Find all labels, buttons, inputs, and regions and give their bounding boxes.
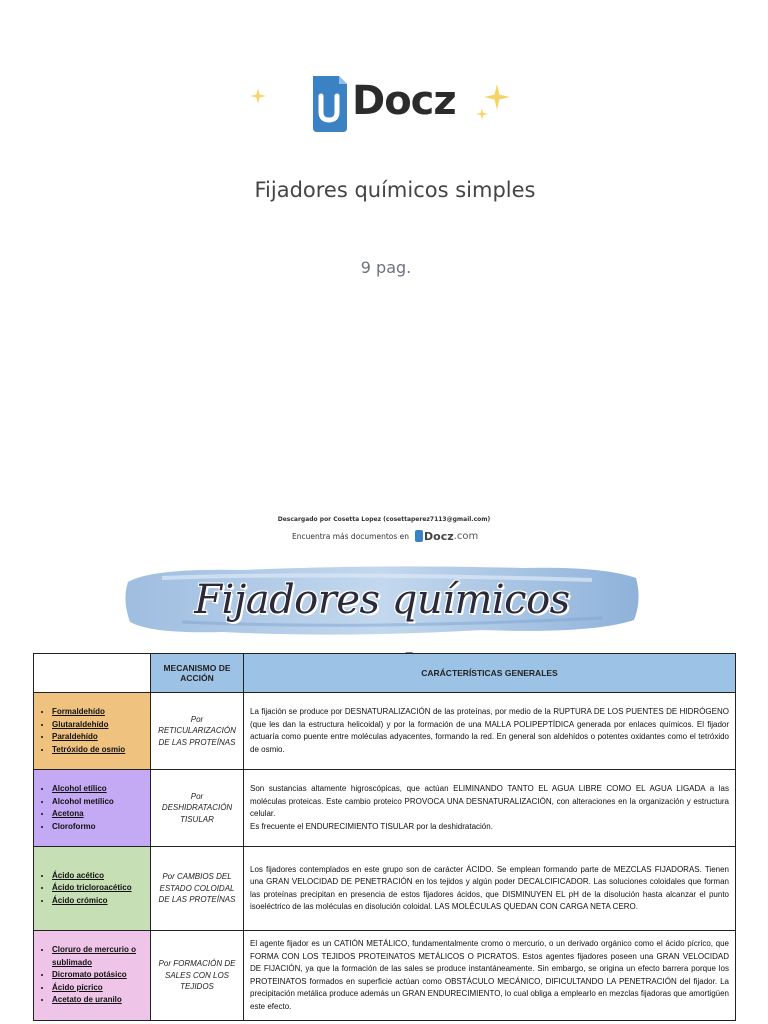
agent-item: • Alcohol metílico: [52, 796, 144, 809]
page-count: 9 pag.: [360, 258, 412, 277]
table-row: [34, 693, 736, 770]
agent-link[interactable]: • Acetona: [52, 808, 144, 821]
agent-link[interactable]: • Ácido pícrico: [52, 982, 144, 995]
agents-cell: [34, 693, 151, 770]
agent-link[interactable]: • Cloruro de mercurio o sublimado: [52, 944, 144, 969]
banner-title: Fijadores químicos: [194, 577, 570, 623]
site-tld: .com: [453, 530, 479, 542]
description-text: Es frecuente el ENDURECIMIENTO TISULAR por la deshidratación.: [250, 821, 493, 831]
fixatives-table: [33, 653, 736, 1021]
cover-page: [0, 0, 768, 500]
agent-link[interactable]: • Paraldehído: [52, 731, 144, 744]
document-title: Fijadores químicos simples: [254, 178, 536, 202]
download-credit: Descargado por Cosetta Lopez (cosettaperez7113@gmail.com): [277, 516, 491, 523]
mechanism-cell: Por CAMBIOS DEL ESTADO COLOIDAL DE LAS PROTEÍNAS: [151, 847, 244, 931]
description-cell: Los fijadores contemplados en este grupo son de carácter ÁCIDO. Se emplean formando parte de MEZCLAS FIJADORAS. Tienen una GRAN VELOCIDAD DE PENETRACIÓN en los tejidos y algún poder DECALCIFICADOR. Las soluciones coloidales que forman las proteínas precipitan en presencia de estos fijadores ácidos, que DISMINUYEN EL pH de la disolución hasta alcanzar el punto isoeléctrico de las moléculas en disolución coloidal. LAS MOLÉCULAS QUEDAN CON CARGA NETA CERO.: [244, 847, 736, 931]
agent-item: • Cloroformo: [52, 821, 144, 834]
agent-link[interactable]: • Glutaraldehído: [52, 719, 144, 732]
agents-cell: [34, 847, 151, 931]
header-mechanism: MECANISMO DE ACCIÓN: [151, 654, 244, 693]
description-cell: La fijación se produce por DESNATURALIZACIÓN de las proteínas, por medio de la RUPTURA DE LOS PUENTES DE HIDRÓGENO (que les dan la estructura helicoidal) y por la formación de una MALLA POLIPEPTÍDICA generada por enlaces químicos. El fijador actuaría como puente entre moléculas adyacentes, formando la red. En general son aldehídos o potentes oxidantes como el tetróxido de osmio.: [244, 693, 736, 770]
udocz-u-icon: [309, 74, 349, 134]
table-row: [34, 770, 736, 847]
header-empty-cell: [34, 654, 151, 693]
sparkle-icon: [250, 88, 266, 104]
site-brand: Docz: [424, 529, 454, 543]
table-header-row: [34, 654, 736, 693]
agent-link[interactable]: • Ácido acético: [52, 870, 144, 883]
description-cell: El agente fijador es un CATIÓN METÁLICO, fundamentalmente cromo o mercurio, o un derivado orgánico como el ácido pícrico, que FORMA CON LOS TEJIDOS PROTEINATOS METÁLICOS O PICRATOS. Estos agentes fijadores poseen una GRAN VELOCIDAD DE FIJACIÓN, ya que la formación de las sales se produce instantáneamente. Sin embargo, se origina un efecto barrera porque los PROTEINATOS formados en superficie actúan como OBSTÁCULO MECÁNICO, DIFICULTANDO LA PENETRACIÓN del fijador. La precipitación metálica produce además un GRAN ENDURECIMIENTO, lo cual obliga a emplearlo en mezclas fijadoras que amortigüen este efecto.: [244, 931, 736, 1021]
agent-link[interactable]: • Alcohol etílico: [52, 783, 144, 796]
sparkle-icon: [484, 84, 510, 110]
header-characteristics: CARÁCTERÍSTICAS GENERALES: [244, 654, 736, 693]
sparkle-icon: [476, 108, 488, 120]
agent-link[interactable]: • Ácido crómico: [52, 895, 144, 908]
mechanism-cell: Por RETICULARIZACIÓN DE LAS PROTEÍNAS: [151, 693, 244, 770]
find-more-line: [292, 529, 478, 543]
agents-cell: [34, 931, 151, 1021]
table-row: [34, 847, 736, 931]
udocz-logo: [0, 60, 768, 150]
table-row: [34, 931, 736, 1021]
find-more-text: Encuentra más documentos en: [292, 531, 410, 541]
agent-link[interactable]: • Acetato de uranilo: [52, 994, 144, 1007]
agent-link[interactable]: • Formaldehído: [52, 706, 144, 719]
udocz-u-icon: [415, 530, 423, 542]
mechanism-cell: Por FORMACIÓN DE SALES CON LOS TEJIDOS: [151, 931, 244, 1021]
mechanism-cell: Por DESHIDRATACIÓN TISULAR: [151, 770, 244, 847]
agent-link[interactable]: • Tetróxido de osmio: [52, 744, 144, 757]
description-cell: [244, 770, 736, 847]
brand-name: Docz: [352, 78, 456, 124]
agent-link[interactable]: • Dicromato potásico: [52, 969, 144, 982]
description-text: Son sustancias altamente higroscópicas, que actúan ELIMINANDO TANTO EL AGUA LIBRE COMO EL AGUA LIGADA a las moléculas proteicas. Este cambio proteico PROVOCA UNA DESNATURALIZACIÓN, con alteraciones en la organización y estructura celular.: [250, 784, 729, 818]
agents-cell: [34, 770, 151, 847]
agent-link[interactable]: • Ácido tricloroacético: [52, 882, 144, 895]
udocz-link[interactable]: [415, 530, 478, 543]
